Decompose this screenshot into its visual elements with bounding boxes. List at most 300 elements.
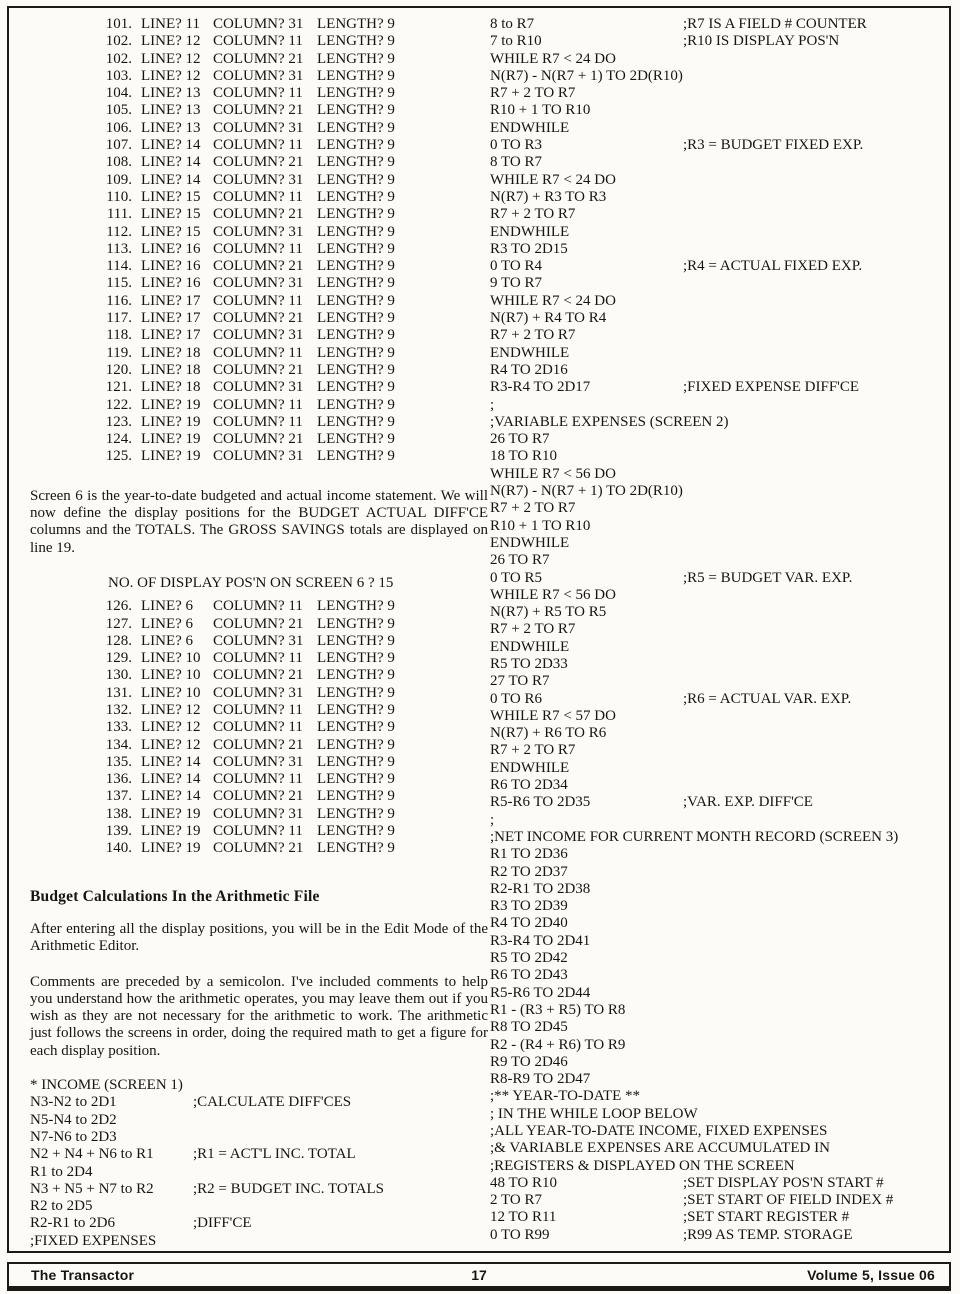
line-value: LINE? 14 — [141, 753, 201, 770]
code-statement: R5-R6 TO 2D35 — [490, 794, 591, 811]
left-column — [30, 16, 488, 1250]
length-value: LENGTH? 9 — [317, 840, 395, 857]
code-line — [30, 1077, 488, 1094]
length-value: LENGTH? 9 — [317, 823, 395, 840]
code-statement: ; — [490, 396, 495, 413]
code-statement: N(R7) - N(R7 + 1) TO 2D(R10) — [490, 483, 683, 500]
code-line — [490, 535, 946, 552]
length-value: LENGTH? 9 — [317, 788, 395, 805]
line-value: LINE? 6 — [141, 615, 194, 632]
footer-volume-issue: Volume 5, Issue 06 — [807, 1267, 935, 1283]
column-value: COLUMN? 11 — [213, 240, 303, 257]
row-index: 111. — [106, 206, 132, 223]
display-position-row — [30, 154, 488, 171]
code-line — [490, 224, 946, 241]
column-value: COLUMN? 31 — [213, 684, 304, 701]
display-position-row — [30, 702, 488, 719]
length-value: LENGTH? 9 — [317, 16, 395, 32]
length-value: LENGTH? 9 — [317, 771, 395, 788]
row-index: 135. — [105, 753, 132, 770]
line-value: LINE? 10 — [141, 667, 201, 684]
length-value: LENGTH? 9 — [317, 258, 395, 275]
length-value: LENGTH? 9 — [317, 137, 395, 154]
code-statement: 0 TO R3 — [490, 137, 542, 154]
line-value: LINE? 6 — [141, 598, 194, 615]
code-statement: WHILE R7 < 24 DO — [490, 292, 616, 309]
display-position-row — [30, 33, 488, 50]
code-line — [490, 414, 946, 431]
display-position-row — [30, 137, 488, 154]
row-index: 112. — [106, 223, 132, 240]
code-line — [30, 1146, 488, 1163]
code-line — [490, 137, 946, 154]
column-value: COLUMN? 21 — [213, 361, 304, 378]
code-line — [30, 1215, 488, 1232]
section-heading: Budget Calculations In the Arithmetic File — [30, 887, 320, 905]
row-index: 104. — [105, 85, 132, 102]
code-line — [490, 293, 946, 310]
code-line — [490, 864, 946, 881]
code-line — [490, 985, 946, 1002]
code-statement: ;** YEAR-TO-DATE ** — [490, 1088, 640, 1105]
code-line — [490, 1071, 946, 1088]
row-index: 123. — [105, 413, 132, 430]
row-index: 116. — [106, 292, 132, 309]
code-line — [490, 310, 946, 327]
code-comment: ;R99 AS TEMP. STORAGE — [683, 1226, 853, 1243]
code-statement: N(R7) + R6 TO R6 — [490, 725, 607, 742]
code-statement: N3 + N5 + N7 to R2 — [30, 1180, 154, 1197]
row-index: 138. — [105, 805, 132, 822]
code-line — [490, 691, 946, 708]
row-index: 132. — [105, 701, 132, 718]
column-value: COLUMN? 21 — [213, 788, 304, 805]
length-value: LENGTH? 9 — [317, 171, 395, 188]
code-line — [490, 1123, 946, 1140]
code-line — [490, 1054, 946, 1071]
line-value: LINE? 11 — [141, 16, 201, 32]
code-statement: ;FIXED EXPENSES — [30, 1232, 157, 1249]
code-line — [490, 950, 946, 967]
footer-bar — [7, 1262, 951, 1291]
code-statement: 26 TO R7 — [490, 431, 550, 448]
paragraph-screen6: Screen 6 is the year-to-date budgeted and actual income statement. We will now define the display positions for the BUDGET ACTUAL DIFF'CE columns and the TOTALS. The GROSS SAVINGS totals are displayed on line 19. — [30, 487, 488, 556]
line-value: LINE? 10 — [141, 684, 201, 701]
code-statement: R6 TO 2D34 — [490, 777, 568, 794]
code-line — [490, 33, 946, 50]
code-line — [490, 967, 946, 984]
column-value: COLUMN? 11 — [213, 137, 303, 154]
line-value: LINE? 12 — [141, 701, 201, 718]
row-index: 131. — [105, 684, 132, 701]
length-value: LENGTH? 9 — [317, 102, 395, 119]
column-value: COLUMN? 21 — [213, 258, 304, 275]
row-index: 133. — [105, 719, 132, 736]
display-position-row — [30, 737, 488, 754]
code-line — [490, 933, 946, 950]
display-position-row — [30, 719, 488, 736]
column-value: COLUMN? 31 — [213, 275, 304, 292]
column-value: COLUMN? 31 — [213, 327, 304, 344]
display-position-list-2 — [30, 598, 488, 857]
code-line — [490, 587, 946, 604]
code-statement: 2 TO R7 — [490, 1192, 542, 1209]
code-statement: WHILE R7 < 56 DO — [490, 465, 616, 482]
display-position-row — [30, 102, 488, 119]
display-position-row — [30, 431, 488, 448]
code-statement: 7 to R10 — [490, 33, 542, 50]
display-position-row — [30, 241, 488, 258]
line-value: LINE? 13 — [141, 102, 201, 119]
code-line — [490, 379, 946, 396]
column-value: COLUMN? 31 — [213, 171, 304, 188]
display-position-row — [30, 397, 488, 414]
code-line — [490, 673, 946, 690]
code-comment: ;R2 = BUDGET INC. TOTALS — [193, 1180, 385, 1197]
row-index: 126. — [105, 598, 132, 615]
code-line — [490, 915, 946, 932]
display-position-row — [30, 771, 488, 788]
length-value: LENGTH? 9 — [317, 206, 395, 223]
code-statement: 0 TO R5 — [490, 569, 542, 586]
length-value: LENGTH? 9 — [317, 701, 395, 718]
code-comment: ;FIXED EXPENSE DIFF'CE — [683, 379, 860, 396]
code-statement: N(R7) + R4 TO R4 — [490, 310, 607, 327]
line-value: LINE? 19 — [141, 805, 201, 822]
code-comment: ;SET DISPLAY POS'N START # — [683, 1174, 884, 1191]
code-statement: R3-R4 TO 2D17 — [490, 379, 591, 396]
code-line — [30, 1094, 488, 1111]
code-statement: R8-R9 TO 2D47 — [490, 1071, 591, 1088]
code-line — [490, 760, 946, 777]
code-line — [490, 639, 946, 656]
length-value: LENGTH? 9 — [317, 327, 395, 344]
code-line — [490, 68, 946, 85]
code-statement: N5-N4 to 2D2 — [30, 1111, 117, 1128]
code-line — [490, 448, 946, 465]
row-index: 102. — [105, 33, 132, 50]
display-position-row — [30, 51, 488, 68]
line-value: LINE? 10 — [141, 650, 201, 667]
code-line — [490, 362, 946, 379]
code-line — [490, 1106, 946, 1123]
code-line — [490, 206, 946, 223]
line-value: LINE? 17 — [141, 310, 201, 327]
column-value: COLUMN? 21 — [213, 615, 304, 632]
row-index: 137. — [105, 788, 132, 805]
display-position-row — [30, 327, 488, 344]
row-index: 103. — [105, 67, 132, 84]
length-value: LENGTH? 9 — [317, 805, 395, 822]
code-statement: R6 TO 2D43 — [490, 967, 568, 984]
display-position-row — [30, 189, 488, 206]
line-value: LINE? 12 — [141, 736, 201, 753]
code-line — [490, 1037, 946, 1054]
code-statement: R2 - (R4 + R6) TO R9 — [490, 1036, 626, 1053]
code-statement: WHILE R7 < 56 DO — [490, 586, 616, 603]
column-value: COLUMN? 21 — [213, 431, 304, 448]
display-position-row — [30, 68, 488, 85]
display-position-row — [30, 258, 488, 275]
code-line — [490, 1209, 946, 1226]
row-index: 128. — [105, 632, 132, 649]
row-index: 120. — [105, 361, 132, 378]
page-content-frame — [7, 6, 951, 1253]
length-value: LENGTH? 9 — [317, 736, 395, 753]
arithmetic-code-main — [490, 16, 946, 1244]
column-value: COLUMN? 31 — [213, 16, 304, 32]
code-statement: R10 + 1 TO R10 — [490, 102, 591, 119]
line-value: LINE? 17 — [141, 327, 201, 344]
code-line — [490, 1002, 946, 1019]
line-value: LINE? 14 — [141, 771, 201, 788]
length-value: LENGTH? 9 — [317, 310, 395, 327]
length-value: LENGTH? 9 — [317, 396, 395, 413]
line-value: LINE? 15 — [141, 223, 201, 240]
line-value: LINE? 19 — [141, 413, 201, 430]
display-position-row — [30, 275, 488, 292]
code-statement: ;NET INCOME FOR CURRENT MONTH RECORD (SCREEN 3) — [490, 828, 899, 845]
length-value: LENGTH? 9 — [317, 448, 395, 465]
display-position-row — [30, 633, 488, 650]
column-value: COLUMN? 11 — [213, 650, 303, 667]
code-statement: ; IN THE WHILE LOOP BELOW — [490, 1105, 698, 1122]
column-value: COLUMN? 11 — [213, 719, 303, 736]
code-statement: R3 TO 2D15 — [490, 240, 568, 257]
code-line — [490, 258, 946, 275]
code-line — [490, 466, 946, 483]
row-index: 118. — [106, 327, 132, 344]
code-statement: R1 - (R3 + R5) TO R8 — [490, 1001, 626, 1018]
code-line — [490, 85, 946, 102]
display-position-row — [30, 840, 488, 857]
code-line — [490, 189, 946, 206]
line-value: LINE? 19 — [141, 823, 201, 840]
line-value: LINE? 19 — [141, 840, 201, 857]
column-value: COLUMN? 31 — [213, 67, 304, 84]
code-line — [490, 1175, 946, 1192]
code-line — [30, 1112, 488, 1129]
length-value: LENGTH? 9 — [317, 615, 395, 632]
row-index: 107. — [105, 137, 132, 154]
code-statement: N3-N2 to 2D1 — [30, 1094, 117, 1111]
code-statement: R3-R4 TO 2D41 — [490, 932, 591, 949]
code-line — [490, 708, 946, 725]
display-position-row — [30, 85, 488, 102]
line-value: LINE? 16 — [141, 275, 201, 292]
code-line — [490, 500, 946, 517]
code-statement: ;VARIABLE EXPENSES (SCREEN 2) — [490, 413, 729, 430]
code-comment: ;R7 IS A FIELD # COUNTER — [683, 16, 867, 32]
code-line — [490, 846, 946, 863]
code-comment: ;R4 = ACTUAL FIXED EXP. — [683, 258, 863, 275]
display-position-row — [30, 224, 488, 241]
code-line — [490, 51, 946, 68]
code-statement: ENDWHILE — [490, 119, 570, 136]
line-value: LINE? 15 — [141, 188, 201, 205]
code-statement: R1 TO 2D36 — [490, 846, 568, 863]
length-value: LENGTH? 9 — [317, 379, 395, 396]
code-line — [490, 518, 946, 535]
line-value: LINE? 16 — [141, 258, 201, 275]
line-value: LINE? 14 — [141, 171, 201, 188]
row-index: 101. — [105, 16, 132, 32]
code-comment: ;CALCULATE DIFF'CES — [193, 1094, 352, 1111]
code-statement: R7 + 2 TO R7 — [490, 742, 576, 759]
code-statement: R8 TO 2D45 — [490, 1019, 568, 1036]
code-line — [490, 1019, 946, 1036]
column-value: COLUMN? 11 — [213, 598, 303, 615]
length-value: LENGTH? 9 — [317, 361, 395, 378]
code-statement: WHILE R7 < 24 DO — [490, 50, 616, 67]
code-line — [490, 275, 946, 292]
display-position-row — [30, 667, 488, 684]
code-statement: N7-N6 to 2D3 — [30, 1128, 117, 1145]
line-value: LINE? 19 — [141, 431, 201, 448]
code-line — [30, 1181, 488, 1198]
code-statement: R1 to 2D4 — [30, 1163, 93, 1180]
code-line — [490, 431, 946, 448]
code-statement: N(R7) + R5 TO R5 — [490, 604, 607, 621]
length-value: LENGTH? 9 — [317, 344, 395, 361]
code-line — [30, 1233, 488, 1250]
code-line — [490, 1088, 946, 1105]
code-statement: R7 + 2 TO R7 — [490, 85, 576, 102]
code-line — [490, 829, 946, 846]
code-statement: R2-R1 TO 2D38 — [490, 880, 591, 897]
column-value: COLUMN? 11 — [213, 396, 303, 413]
code-statement: N2 + N4 + N6 to R1 — [30, 1146, 154, 1163]
row-index: 114. — [106, 258, 132, 275]
line-value: LINE? 12 — [141, 50, 201, 67]
code-line — [490, 552, 946, 569]
column-value: COLUMN? 11 — [213, 292, 303, 309]
code-line — [490, 483, 946, 500]
length-value: LENGTH? 9 — [317, 667, 395, 684]
row-index: 139. — [105, 823, 132, 840]
code-statement: WHILE R7 < 57 DO — [490, 707, 616, 724]
length-value: LENGTH? 9 — [317, 292, 395, 309]
code-line — [490, 725, 946, 742]
line-value: LINE? 13 — [141, 119, 201, 136]
column-value: COLUMN? 21 — [213, 206, 304, 223]
code-statement: R7 + 2 TO R7 — [490, 206, 576, 223]
line-value: LINE? 13 — [141, 85, 201, 102]
footer-page-number: 17 — [471, 1267, 487, 1283]
code-statement: R7 + 2 TO R7 — [490, 500, 576, 517]
code-line — [490, 241, 946, 258]
column-value: COLUMN? 21 — [213, 154, 304, 171]
row-index: 113. — [106, 240, 132, 257]
length-value: LENGTH? 9 — [317, 223, 395, 240]
display-position-row — [30, 754, 488, 771]
column-value: COLUMN? 31 — [213, 753, 304, 770]
column-value: COLUMN? 31 — [213, 119, 304, 136]
line-value: LINE? 15 — [141, 206, 201, 223]
code-line — [490, 172, 946, 189]
code-statement: 0 TO R99 — [490, 1226, 550, 1243]
line-value: LINE? 12 — [141, 33, 201, 50]
display-position-row — [30, 650, 488, 667]
column-value: COLUMN? 21 — [213, 102, 304, 119]
display-position-row — [30, 616, 488, 633]
length-value: LENGTH? 9 — [317, 67, 395, 84]
length-value: LENGTH? 9 — [317, 275, 395, 292]
row-index: 121. — [105, 379, 132, 396]
line-value: LINE? 17 — [141, 292, 201, 309]
column-value: COLUMN? 11 — [213, 413, 303, 430]
code-statement: 0 TO R4 — [490, 258, 542, 275]
code-line — [490, 881, 946, 898]
code-line — [490, 397, 946, 414]
code-line — [490, 102, 946, 119]
code-statement: R5-R6 TO 2D44 — [490, 984, 591, 1001]
column-value: COLUMN? 31 — [213, 379, 304, 396]
display-position-row — [30, 362, 488, 379]
row-index: 127. — [105, 615, 132, 632]
display-position-row — [30, 206, 488, 223]
code-statement: R9 TO 2D46 — [490, 1053, 568, 1070]
row-index: 102. — [105, 50, 132, 67]
code-comment: ;DIFF'CE — [193, 1215, 252, 1232]
paragraph-edit-mode: After entering all the display positions, you will be in the Edit Mode of the Arithmetic Editor. — [30, 920, 488, 955]
code-line — [490, 656, 946, 673]
column-value: COLUMN? 11 — [213, 701, 303, 718]
column-value: COLUMN? 11 — [213, 33, 303, 50]
length-value: LENGTH? 9 — [317, 719, 395, 736]
code-line — [490, 742, 946, 759]
display-position-row — [30, 414, 488, 431]
display-position-row — [30, 448, 488, 465]
display-position-row — [30, 345, 488, 362]
code-statement: 26 TO R7 — [490, 552, 550, 569]
row-index: 122. — [105, 396, 132, 413]
row-index: 106. — [105, 119, 132, 136]
row-index: 115. — [106, 275, 132, 292]
code-line — [490, 16, 946, 33]
length-value: LENGTH? 9 — [317, 188, 395, 205]
code-statement: N(R7) - N(R7 + 1) TO 2D(R10) — [490, 67, 683, 84]
row-index: 140. — [105, 840, 132, 857]
arithmetic-code-income — [30, 1077, 488, 1250]
column-value: COLUMN? 21 — [213, 667, 304, 684]
code-statement: ENDWHILE — [490, 344, 570, 361]
code-line — [490, 621, 946, 638]
display-position-row — [30, 310, 488, 327]
code-comment: ;R1 = ACT'L INC. TOTAL — [193, 1146, 356, 1163]
column-value: COLUMN? 21 — [213, 50, 304, 67]
code-statement: WHILE R7 < 24 DO — [490, 171, 616, 188]
line-value: LINE? 18 — [141, 344, 201, 361]
code-statement: R10 + 1 TO R10 — [490, 517, 591, 534]
code-comment: ;R3 = BUDGET FIXED EXP. — [683, 137, 864, 154]
code-statement: ;REGISTERS & DISPLAYED ON THE SCREEN — [490, 1157, 795, 1174]
length-value: LENGTH? 9 — [317, 154, 395, 171]
line-value: LINE? 14 — [141, 137, 201, 154]
code-statement: R2 TO 2D37 — [490, 863, 568, 880]
column-value: COLUMN? 21 — [213, 310, 304, 327]
display-position-row — [30, 293, 488, 310]
code-statement: R3 TO 2D39 — [490, 898, 568, 915]
length-value: LENGTH? 9 — [317, 33, 395, 50]
line-value: LINE? 14 — [141, 788, 201, 805]
code-statement: R5 TO 2D42 — [490, 950, 568, 967]
code-statement: R4 TO 2D16 — [490, 361, 568, 378]
display-position-row — [30, 379, 488, 396]
length-value: LENGTH? 9 — [317, 684, 395, 701]
code-line — [490, 327, 946, 344]
code-statement: R2 to 2D5 — [30, 1198, 93, 1215]
